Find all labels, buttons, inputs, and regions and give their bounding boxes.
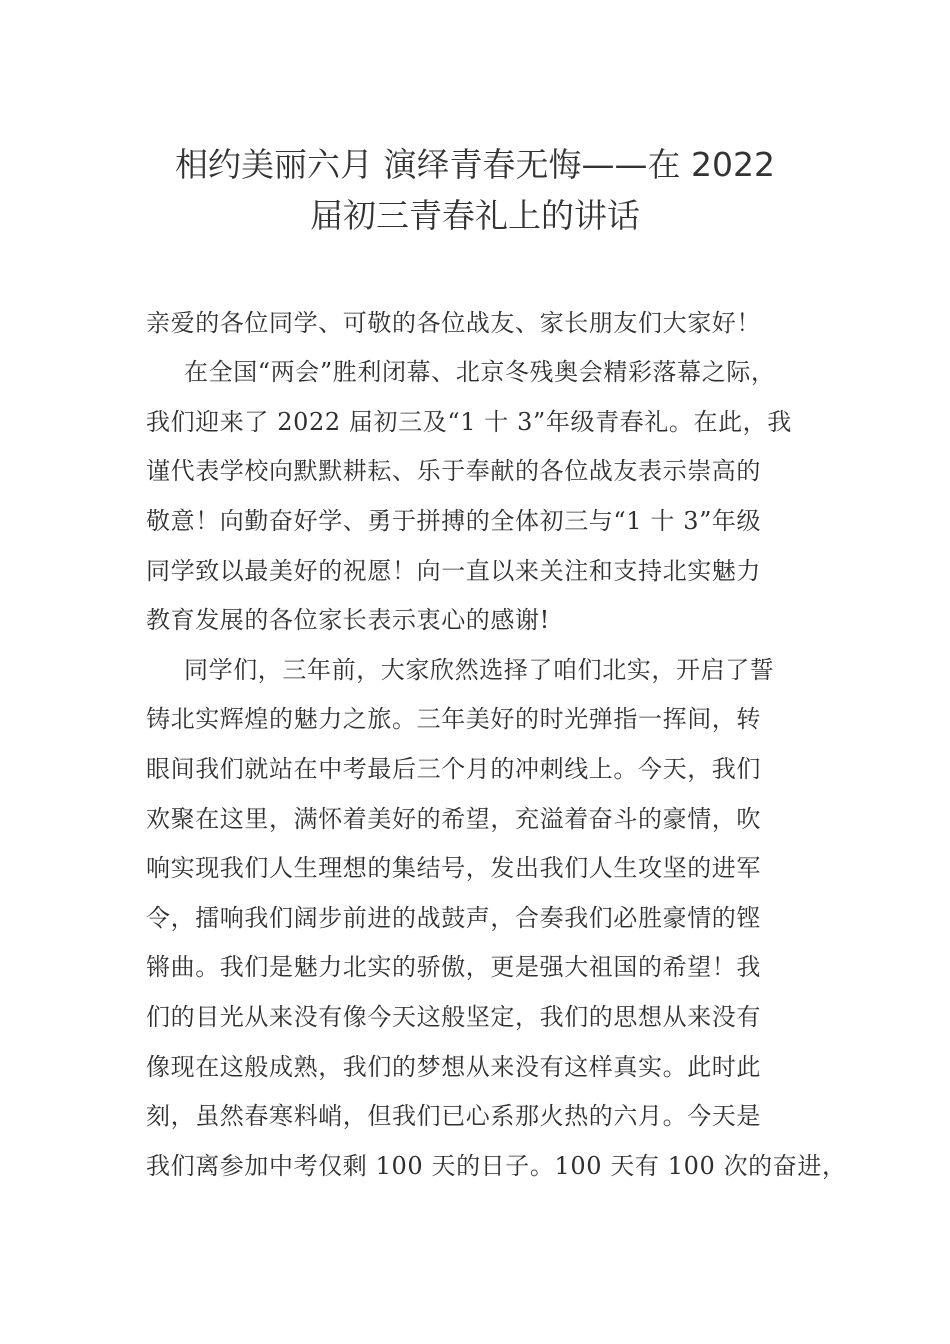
paragraph-line: 敬意！向勤奋好学、勇于拼搏的全体初三与“1 十 3”年级 <box>146 507 762 535</box>
paragraph-line: 在全国“两会”胜利闭幕、北京冬残奥会精彩落幕之际， <box>184 358 776 386</box>
paragraph-line: 教育发展的各位家长表示衷心的感谢! <box>146 606 550 634</box>
document-title-line-1: 相约美丽六月 演绎青春无悔——在 2022 <box>175 145 775 184</box>
paragraph-line: 眼间我们就站在中考最后三个月的冲刺线上。今天，我们 <box>146 755 761 783</box>
paragraph-line: 刻，虽然春寒料峭，但我们已心系那火热的六月。今天是 <box>146 1102 761 1130</box>
paragraph-line: 锵曲。我们是魅力北实的骄傲，更是强大祖国的希望！我 <box>146 953 761 981</box>
greeting-line: 亲爱的各位同学、可敬的各位战友、家长朋友们大家好！ <box>146 309 761 337</box>
paragraph-line: 同学致以最美好的祝愿！向一直以来关注和支持北实魅力 <box>146 557 761 585</box>
paragraph-line: 同学们，三年前，大家欣然选择了咱们北实，开启了誓 <box>184 656 775 684</box>
paragraph-line: 们的目光从来没有像今天这般坚定，我们的思想从来没有 <box>146 1003 761 1031</box>
paragraph-line: 令，擂响我们阔步前进的战鼓声，合奏我们必胜豪情的铿 <box>146 904 761 932</box>
paragraph-line: 响实现我们人生理想的集结号，发出我们人生攻坚的进军 <box>146 854 761 882</box>
paragraph-line: 谨代表学校向默默耕耘、乐于奉献的各位战友表示崇高的 <box>146 457 761 485</box>
paragraph-line: 我们离参加中考仅剩 100 天的日子。100 天有 100 次的奋进， <box>146 1152 847 1180</box>
document-title-line-2: 届初三青春礼上的讲话 <box>310 196 640 235</box>
paragraph-line: 欢聚在这里，满怀着美好的希望，充溢着奋斗的豪情，吹 <box>146 805 761 833</box>
paragraph-line: 我们迎来了 2022 届初三及“1 十 3”年级青春礼。在此，我 <box>146 408 792 436</box>
paragraph-line: 铸北实辉煌的魅力之旅。三年美好的时光弹指一挥间，转 <box>146 705 761 733</box>
paragraph-line: 像现在这般成熟，我们的梦想从来没有这样真实。此时此 <box>146 1053 761 1081</box>
